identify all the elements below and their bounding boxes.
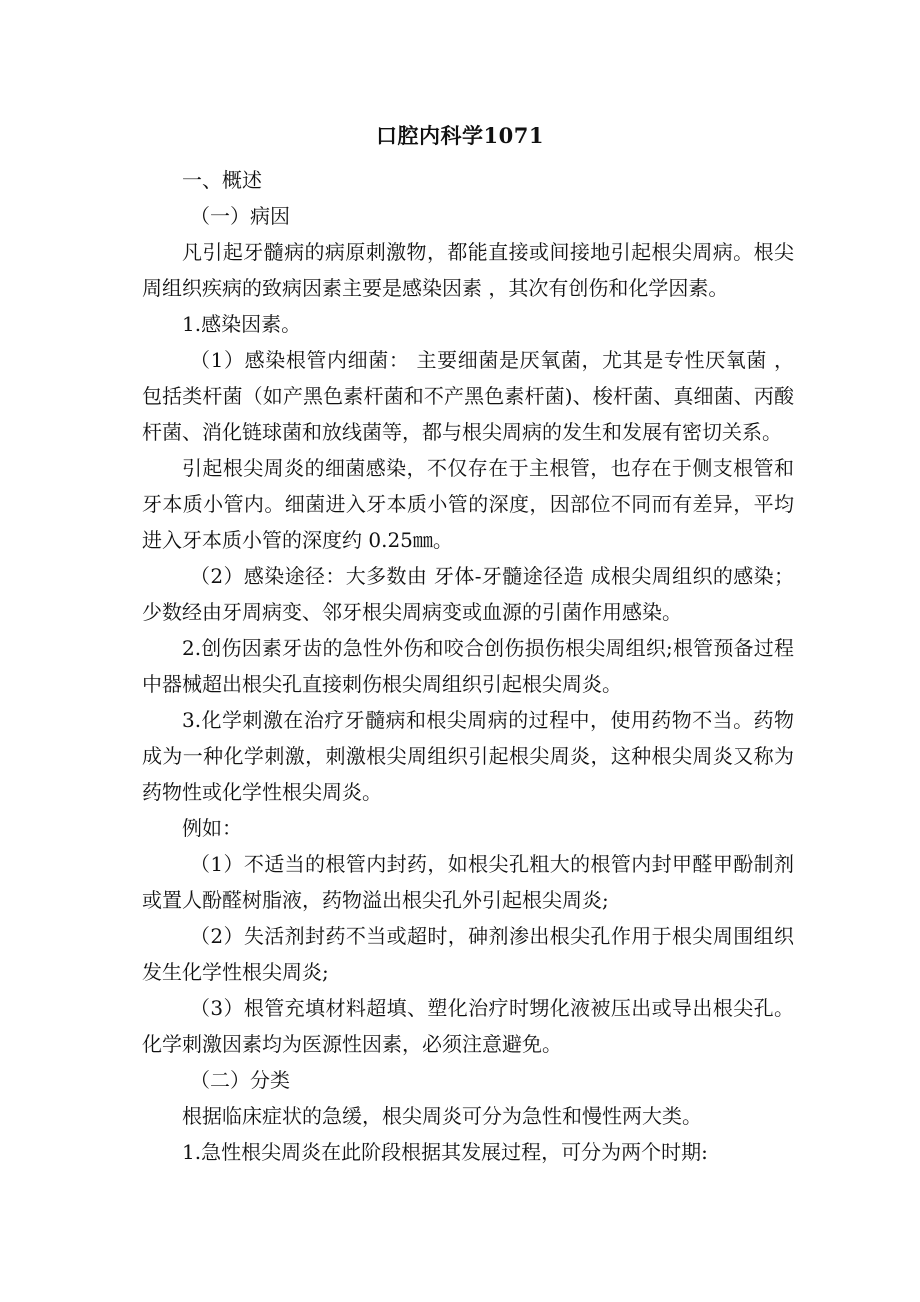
paragraph: （3）根管充填材料超填、塑化治疗时甥化液被压出或导出根尖孔。化学刺激因素均为医源性因素，必须注意避免。 <box>142 996 794 1056</box>
subsection-heading-classification: （二）分类 <box>190 1068 290 1092</box>
paragraph: 1.急性根尖周炎在此阶段根据其发展过程，可分为两个时期: <box>182 1140 708 1164</box>
subsection-heading-etiology: （一）病因 <box>190 204 290 228</box>
paragraph: 例如： <box>182 816 242 840</box>
paragraph: （2）失活剂封药不当或超时，砷剂渗出根尖孔作用于根尖周围组织发生化学性根尖周炎; <box>142 924 794 984</box>
paragraph: 凡引起牙髓病的病原刺激物，都能直接或间接地引起根尖周病。根尖周组织疾病的致病因素主要是感染因素 ，其次有创伤和化学因素。 <box>142 240 794 300</box>
document-title: 口腔内科学1071 <box>376 123 544 148</box>
paragraph: （2）感染途径：大多数由 牙体-牙髓途径造 成根尖周组织的感染；少数经由牙周病变、邻牙根尖周病变或血源的引菌作用感染。 <box>142 564 794 624</box>
paragraph: （1）感染根管内细菌： 主要细菌是厌氧菌，尤其是专性厌氧菌 ，包括类杆菌（如产黑色素杆菌和不产黑色素杆菌)、梭杆菌、真细菌、丙酸杆菌、消化链球菌和放线菌等，都与根尖周病的发生和发展有密切关系。 <box>142 348 794 444</box>
paragraph: 2.创伤因素牙齿的急性外伤和咬合创伤损伤根尖周组织;根管预备过程中器械超出根尖孔直接刺伤根尖周组织引起根尖周炎。 <box>142 636 794 696</box>
section-heading-overview: 一、概述 <box>182 168 262 192</box>
paragraph: 1.感染因素。 <box>182 312 302 336</box>
paragraph: 根据临床症状的急缓，根尖周炎可分为急性和慢性两大类。 <box>182 1104 702 1128</box>
paragraph: 3.化学刺激在治疗牙髓病和根尖周病的过程中，使用药物不当。药物成为一种化学刺激，刺激根尖周组织引起根尖周炎，这种根尖周炎又称为药物性或化学性根尖周炎。 <box>142 708 794 804</box>
paragraph: （1）不适当的根管内封药，如根尖孔粗大的根管内封甲醛甲酚制剂或置人酚醛树脂液，药物溢出根尖孔外引起根尖周炎; <box>142 852 794 912</box>
document-body <box>142 162 794 1170</box>
paragraph: 引起根尖周炎的细菌感染，不仅存在于主根管，也存在于侧支根管和牙本质小管内。细菌进入牙本质小管的深度，因部位不同而有差异，平均进入牙本质小管的深度约 0.25㎜。 <box>142 456 794 552</box>
